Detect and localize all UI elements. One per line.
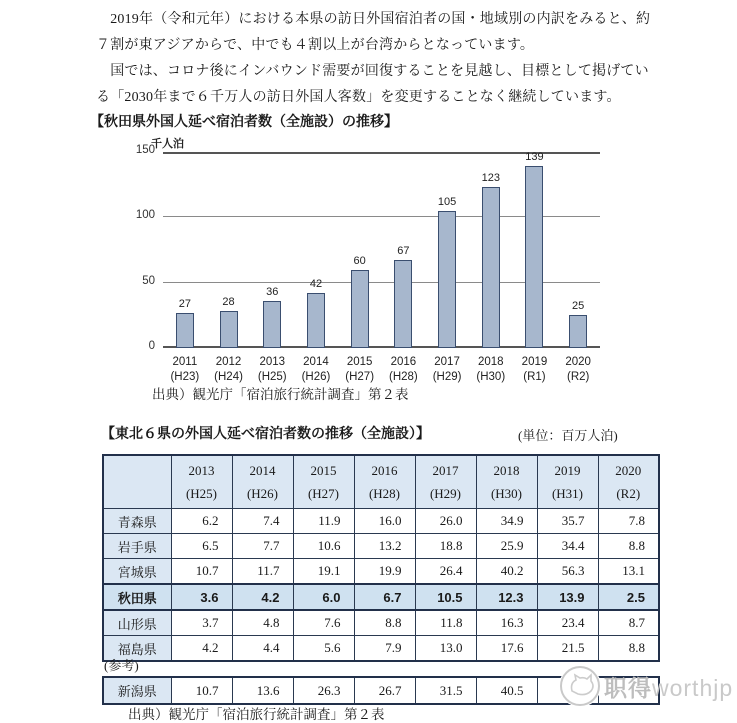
intro-line: 国では、コロナ後にインバウンド需要が回復することを見越し、目標として掲げてい	[96, 64, 649, 79]
intro-paragraphs	[96, 7, 662, 111]
table-cell: 23.4	[537, 610, 598, 636]
table-row	[103, 636, 659, 662]
table-cell: 13.0	[415, 636, 476, 662]
intro-line: る「2030年まで６千万人の訪日外国人客数」を変更することなく継続しています。	[96, 90, 621, 105]
bar	[220, 311, 238, 348]
intro-line: 2019年（令和元年）における本県の訪日外国宿泊者の国・地域別の内訳をみると、約	[96, 12, 651, 27]
x-tick-label: 2012 (H24)	[214, 356, 243, 383]
bar-value-label: 42	[309, 278, 323, 291]
table-cell: 10.6	[293, 534, 354, 559]
bar-value-label: 67	[397, 245, 410, 258]
table-cell: 10.7	[171, 559, 232, 585]
bar-value-label: 36	[266, 285, 279, 298]
table-cell: 25.9	[476, 534, 537, 559]
table-cell: 11.9	[293, 509, 354, 534]
bar-slot	[513, 152, 557, 348]
bar-slot	[338, 152, 382, 348]
table-cell: 13.9	[537, 584, 598, 610]
prefecture-name-cell: 青森県	[103, 509, 171, 534]
table-header-cell: 2015 (H27)	[293, 455, 354, 509]
table-corner-cell	[103, 455, 171, 509]
table-header-cell: 2017 (H29)	[415, 455, 476, 509]
table-row	[103, 534, 659, 559]
table-cell: 17.6	[476, 636, 537, 662]
x-tick-label: 2016 (H28)	[388, 356, 418, 383]
bar-slot	[425, 152, 469, 348]
table-cell: 26.7	[354, 677, 415, 704]
table-header-row	[103, 455, 659, 509]
chart-bars	[163, 152, 600, 348]
watermark-text-cn: 职得	[604, 674, 652, 701]
bar	[482, 187, 500, 348]
table-cell: 35.7	[537, 509, 598, 534]
table-cell: 34.9	[476, 509, 537, 534]
bar-slot	[556, 152, 600, 348]
prefecture-name-cell: 山形県	[103, 610, 171, 636]
bar-value-label: 123	[481, 172, 500, 185]
prefecture-name-cell: 秋田県	[103, 584, 171, 610]
table-header-cell: 2019 (H31)	[537, 455, 598, 509]
y-tick-label: 0	[148, 340, 155, 352]
bar-value-label: 28	[222, 296, 235, 309]
table-cell: 31.5	[415, 677, 476, 704]
x-tick-label: 2014 (H26)	[301, 356, 331, 383]
table-cell: 19.1	[293, 559, 354, 585]
y-axis-unit-label: 千人泊	[151, 138, 184, 150]
y-tick-label: 50	[142, 274, 155, 287]
table-cell: 13.2	[354, 534, 415, 559]
table-cell: 21.5	[537, 636, 598, 662]
bar-value-label: 25	[572, 300, 585, 313]
table-source-note: 出典）観光庁「宿泊旅行統計調査」第２表	[128, 707, 385, 722]
bar-slot	[382, 152, 426, 348]
table-cell: 2.5	[598, 584, 659, 610]
table-cell: 19.9	[354, 559, 415, 585]
table-cell: 7.8	[598, 509, 659, 534]
x-tick-label: 2017 (H29)	[432, 356, 462, 383]
table-cell: 4.2	[171, 636, 232, 662]
bar	[351, 270, 369, 348]
table-cell: 11.7	[232, 559, 293, 585]
table-cell: 6.2	[171, 509, 232, 534]
table-cell: 6.7	[354, 584, 415, 610]
table-cell: 18.8	[415, 534, 476, 559]
bar-slot	[163, 152, 207, 348]
table-header-cell: 2016 (H28)	[354, 455, 415, 509]
y-tick-label: 100	[135, 209, 155, 222]
table-header-cell: 2013 (H25)	[171, 455, 232, 509]
bar	[176, 313, 194, 348]
table-cell: 26.4	[415, 559, 476, 585]
watermark	[559, 665, 733, 707]
chart-title: 【秋田県外国人延べ宿泊者数（全施設）の推移】	[90, 113, 398, 129]
table-cell: 7.7	[232, 534, 293, 559]
reference-label: (参考)	[104, 658, 139, 673]
table-cell: 16.3	[476, 610, 537, 636]
x-tick-label: 2019 (R1)	[521, 356, 548, 383]
table-cell: 5.6	[293, 636, 354, 662]
table-cell: 6.0	[293, 584, 354, 610]
table-cell: 8.8	[598, 636, 659, 662]
x-tick-label: 2011 (H23)	[170, 356, 200, 383]
y-tick-label: 150	[135, 144, 155, 156]
table-cell: 11.8	[415, 610, 476, 636]
table-cell: 13.1	[598, 559, 659, 585]
table-cell: 10.7	[171, 677, 232, 704]
bar-value-label: 105	[437, 195, 457, 208]
watermark-text-en: worthjp	[652, 674, 734, 701]
table-cell: 26.0	[415, 509, 476, 534]
bar	[569, 315, 587, 348]
table-cell: 4.4	[232, 636, 293, 662]
table-cell: 7.9	[354, 636, 415, 662]
table-cell: 10.5	[415, 584, 476, 610]
main-table	[102, 454, 660, 662]
table-cell: 40.2	[476, 559, 537, 585]
bar-slot	[250, 152, 294, 348]
table-cell: 13.6	[232, 677, 293, 704]
prefecture-name-cell: 宮城県	[103, 559, 171, 585]
table-row	[103, 610, 659, 636]
table-cell: 56.3	[537, 559, 598, 585]
x-tick-label: 2013 (H25)	[257, 356, 287, 383]
bar-chart	[135, 138, 600, 383]
table-cell: 8.8	[598, 534, 659, 559]
bar	[263, 301, 281, 348]
bar	[394, 260, 412, 348]
table-header-cell: 2014 (H26)	[232, 455, 293, 509]
watermark-text	[604, 670, 733, 703]
table-cell: 3.6	[171, 584, 232, 610]
bar	[307, 293, 325, 348]
table-header-cell: 2018 (H30)	[476, 455, 537, 509]
table-cell: 16.0	[354, 509, 415, 534]
chart-source-note: 出典）観光庁「宿泊旅行統計調査」第２表	[152, 387, 409, 402]
table-cell: 26.3	[293, 677, 354, 704]
table-header-cell: 2020 (R2)	[598, 455, 659, 509]
table-cell: 7.6	[293, 610, 354, 636]
main-table-body	[103, 455, 659, 661]
table-cell: 7.4	[232, 509, 293, 534]
table-cell: 34.4	[537, 534, 598, 559]
prefecture-name-cell: 新潟県	[103, 677, 171, 704]
table-cell: 8.7	[598, 610, 659, 636]
bar-slot	[294, 152, 338, 348]
table-cell: 3.7	[171, 610, 232, 636]
x-tick-label: 2015 (H27)	[345, 356, 375, 383]
bar-value-label: 27	[178, 297, 191, 310]
table-row	[103, 584, 659, 610]
table-cell: 40.5	[476, 677, 537, 704]
bar	[438, 211, 456, 348]
table-row	[103, 559, 659, 585]
bar	[525, 166, 543, 348]
table-cell: 6.5	[171, 534, 232, 559]
table-cell: 8.8	[354, 610, 415, 636]
prefecture-name-cell: 福島県	[103, 636, 171, 662]
table-cell: 12.3	[476, 584, 537, 610]
watermark-logo-icon	[559, 665, 601, 707]
table-row	[103, 509, 659, 534]
table-cell: 4.2	[232, 584, 293, 610]
bar-value-label: 139	[525, 151, 544, 164]
x-tick-label: 2018 (H30)	[476, 356, 506, 383]
chart-xlabels	[163, 355, 600, 385]
bar-slot	[469, 152, 513, 348]
table-unit-note: (単位：百万人泊)	[518, 428, 618, 443]
intro-line: ７割が東アジアからで、中でも４割以上が台湾からとなっています。	[96, 38, 535, 53]
table-title: 【東北６県の外国人延べ宿泊者数の推移（全施設）】	[101, 425, 430, 441]
x-tick-label: 2020 (R2)	[565, 356, 591, 383]
bar-slot	[207, 152, 251, 348]
bar-value-label: 60	[353, 254, 366, 267]
table-cell: 4.8	[232, 610, 293, 636]
prefecture-name-cell: 岩手県	[103, 534, 171, 559]
